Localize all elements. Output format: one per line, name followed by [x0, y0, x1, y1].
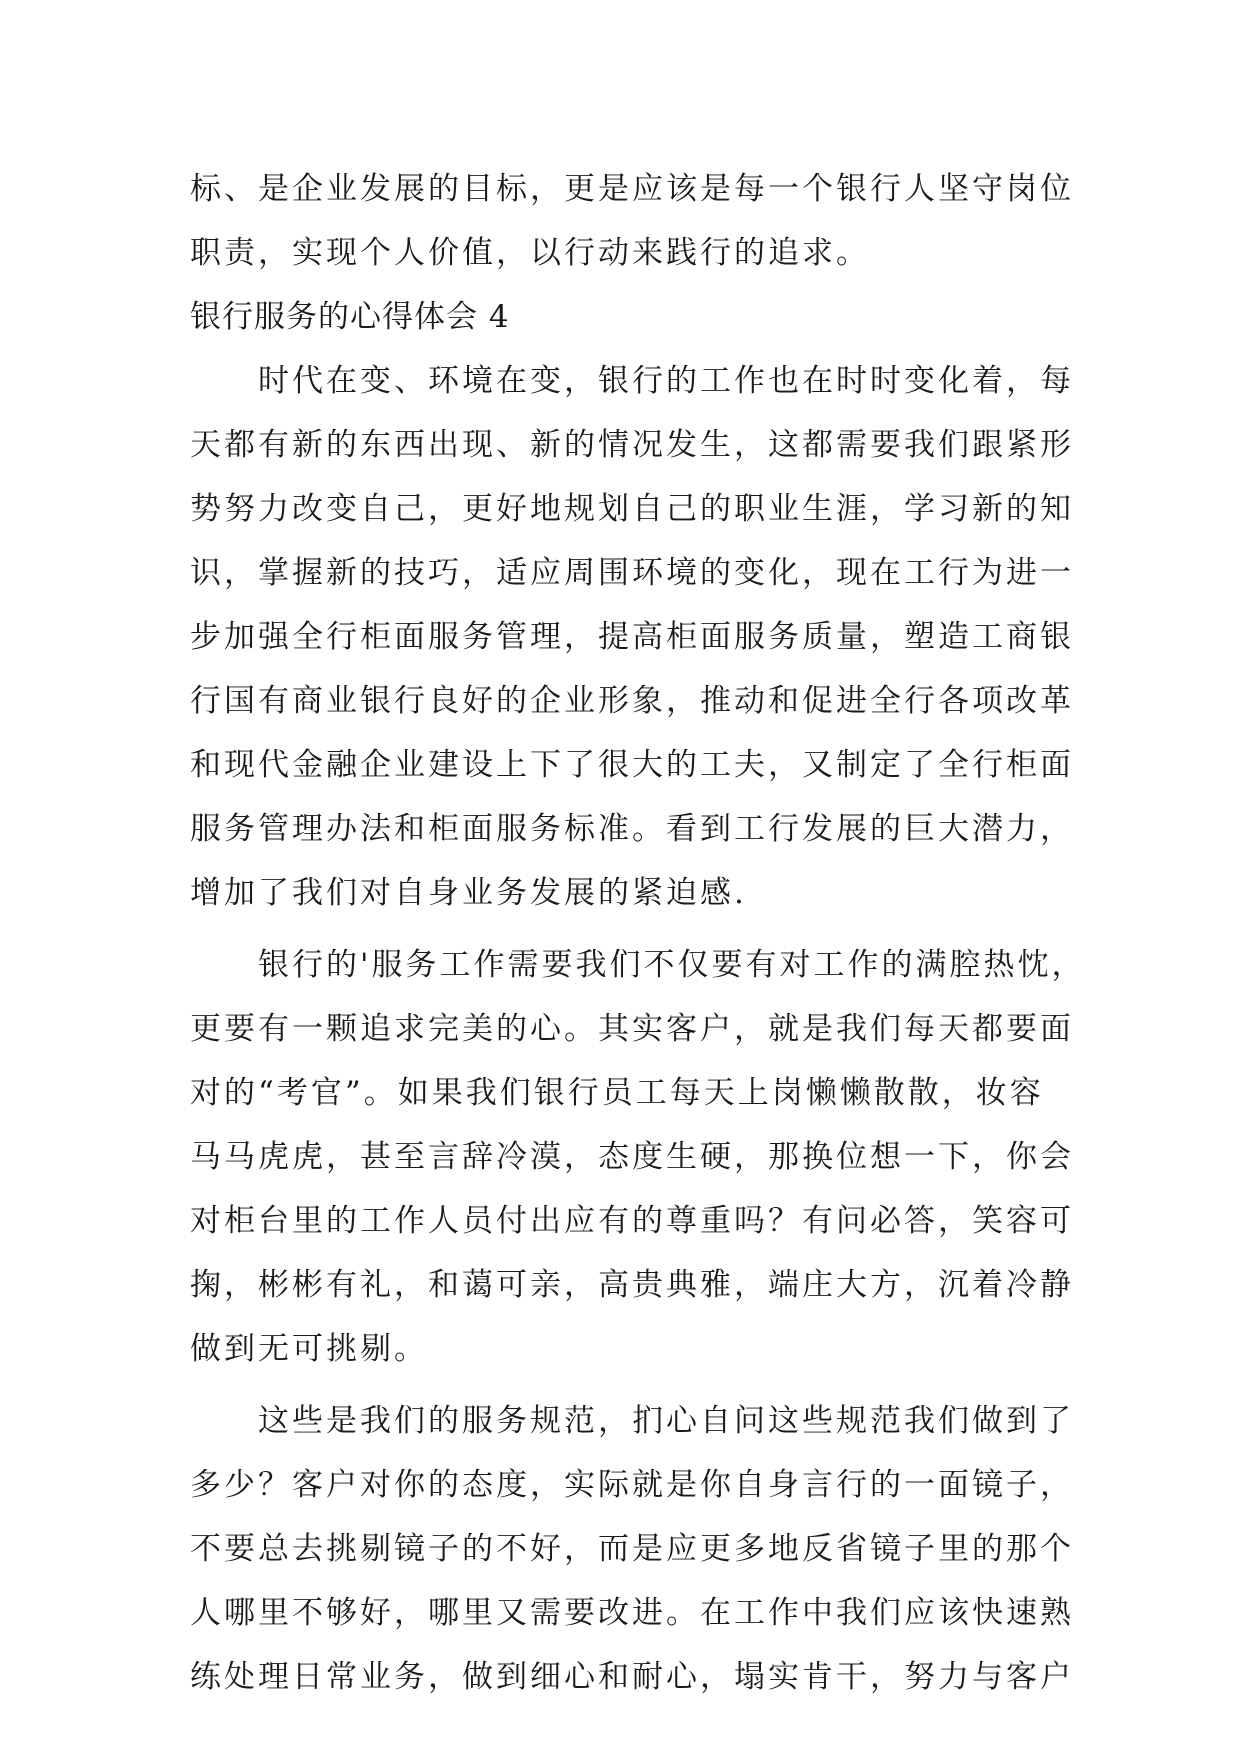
text-line: 更要有一颗追求完美的心。其实客户，就是我们每天都要面	[190, 1011, 1074, 1047]
document-body	[190, 157, 1086, 1709]
text-line: 对柜台里的工作人员付出应有的尊重吗？有问必答，笑容可	[190, 1203, 1074, 1239]
text-line: 和现代金融企业建设上下了很大的工夫，又制定了全行柜面	[190, 747, 1074, 783]
text-line: 做到无可挑剔。	[190, 1331, 428, 1367]
section-heading: 银行服务的心得体会 4	[190, 299, 510, 335]
text-line: 势努力改变自己，更好地规划自己的职业生涯，学习新的知	[190, 491, 1074, 527]
text-line: 天都有新的东西出现、新的情况发生，这都需要我们跟紧形	[190, 427, 1074, 463]
text-line: 步加强全行柜面服务管理，提高柜面服务质量，塑造工商银	[190, 619, 1074, 655]
text-line: 这些是我们的服务规范，扪心自问这些规范我们做到了	[190, 1403, 1074, 1439]
text-line: 行国有商业银行良好的企业形象，推动和促进全行各项改革	[190, 683, 1074, 719]
text-line: 职责，实现个人价值，以行动来践行的追求。	[190, 235, 870, 271]
text-line: 时代在变、环境在变，银行的工作也在时时变化着，每	[190, 363, 1074, 399]
text-line: 对的“考官”。如果我们银行员工每天上岗懒懒散散，妆容	[190, 1075, 1044, 1111]
text-line: 掬，彬彬有礼，和蔼可亲，高贵典雅，端庄大方，沉着冷静	[190, 1267, 1074, 1303]
text-line: 标、是企业发展的目标，更是应该是每一个银行人坚守岗位	[190, 171, 1074, 207]
text-line: 多少？客户对你的态度，实际就是你自身言行的一面镜子，	[190, 1467, 1074, 1503]
text-line: 不要总去挑剔镜子的不好，而是应更多地反省镜子里的那个	[190, 1531, 1074, 1567]
text-line: 服务管理办法和柜面服务标准。看到工行发展的巨大潜力，	[190, 811, 1074, 847]
text-line: 增加了我们对自身业务发展的紧迫感.	[190, 875, 747, 911]
text-line: 银行的'服务工作需要我们不仅要有对工作的满腔热忱，	[190, 947, 1086, 983]
text-line: 识，掌握新的技巧，适应周围环境的变化，现在工行为进一	[190, 555, 1074, 591]
text-line: 马马虎虎，甚至言辞冷漠，态度生硬，那换位想一下，你会	[190, 1139, 1074, 1175]
text-line: 练处理日常业务，做到细心和耐心，塌实肯干，努力与客户	[190, 1659, 1074, 1695]
text-line: 人哪里不够好，哪里又需要改进。在工作中我们应该快速熟	[190, 1595, 1074, 1631]
